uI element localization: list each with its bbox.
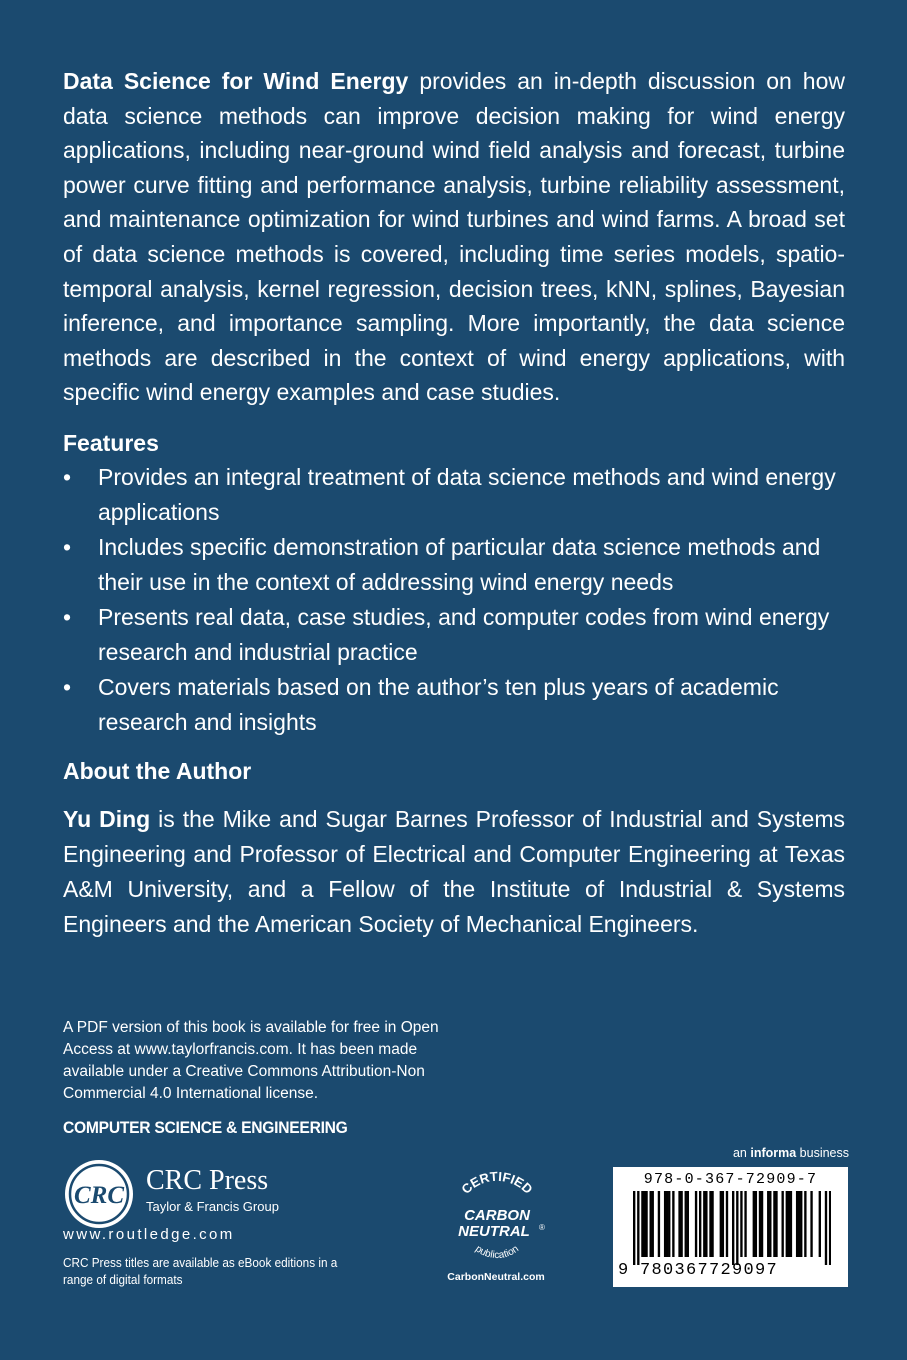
ean-first-digit: 9 — [618, 1261, 629, 1280]
publisher-website: www.routledge.com — [63, 1226, 235, 1243]
barcode-bar — [645, 1191, 647, 1257]
barcode-bar — [804, 1191, 806, 1257]
barcode-bar — [775, 1191, 777, 1257]
barcode-bar — [722, 1191, 724, 1257]
feature-text: Presents real data, case studies, and computer codes from wind energy research and industrial practice — [98, 604, 830, 665]
informa-prefix: an — [732, 1146, 751, 1160]
bullet-icon: • — [63, 674, 72, 700]
barcode-bar — [664, 1191, 666, 1257]
barcode-bar — [819, 1191, 821, 1257]
carbon-neutral-url: CarbonNeutral.com — [447, 1271, 545, 1283]
barcode-bar — [761, 1191, 763, 1257]
feature-text: Covers materials based on the author’s ten plus years of academic research and insights — [98, 674, 779, 735]
barcode-bar — [732, 1191, 734, 1265]
barcode-bar — [668, 1191, 670, 1257]
feature-text: Includes specific demonstration of particular data science methods and their use in the context of addressing wind energy needs — [98, 534, 821, 595]
publisher-name: CRC Press — [146, 1165, 269, 1196]
book-title: Data Science for Wind Energy — [63, 68, 409, 94]
publication-text: publication — [473, 1243, 521, 1262]
barcode-bar — [782, 1191, 784, 1257]
certified-text: CERTIFIED — [458, 1170, 536, 1197]
carbon-text: CARBON — [464, 1207, 530, 1224]
barcode-bar — [788, 1191, 790, 1257]
author-name: Yu Ding — [63, 806, 151, 832]
barcode-bar — [736, 1191, 738, 1265]
feature-item — [63, 670, 845, 740]
barcode-bar — [800, 1191, 802, 1257]
informa-business — [733, 1146, 849, 1160]
barcode-bar — [695, 1191, 697, 1257]
barcode-bar — [687, 1191, 689, 1257]
description-text: provides an in-depth discussion on how data science methods can improve decision making for wind energy applications, including near-ground wind field analysis and forecast, turbine power curve fitting and performance analysis, turbine reliability assessment, and maintenance optimization for wind turbines and wind farms. A broad set of data science methods is covered, including time series models, spatio-temporal analysis, kernel regression, decision trees, kNN, splines, Bayesian inference, and importance sampling. More importantly, the data science methods are described in the context of wind energy applications, with specific wind energy examples and case studies. — [63, 68, 845, 406]
barcode-bar — [650, 1191, 652, 1257]
barcode-bar — [643, 1191, 645, 1257]
crc-logo-icon — [63, 1158, 135, 1230]
barcode-bar — [672, 1191, 674, 1257]
neutral-text: NEUTRAL — [458, 1223, 530, 1240]
barcode-bar — [680, 1191, 682, 1257]
isbn-barcode — [613, 1167, 848, 1287]
barcode-bar — [769, 1191, 771, 1257]
barcode-bar — [744, 1191, 746, 1257]
crc-logo-text: CRC — [73, 1182, 125, 1209]
barcode-bar — [685, 1191, 687, 1257]
barcode-bar — [637, 1191, 639, 1265]
barcode-bar — [740, 1191, 742, 1257]
barcode-bar — [711, 1191, 713, 1257]
barcode-bar — [652, 1191, 654, 1257]
barcode-bar — [773, 1191, 775, 1257]
barcode-bar — [633, 1191, 635, 1265]
feature-item — [63, 460, 845, 530]
bullet-icon: • — [63, 604, 72, 630]
features-heading: Features — [63, 430, 159, 456]
ebook-note: CRC Press titles are available as eBook editions in a range of digital formats — [63, 1256, 338, 1287]
barcode-bar — [726, 1191, 728, 1257]
book-description — [63, 64, 845, 410]
about-author-heading: About the Author — [63, 758, 252, 784]
publisher-group: Taylor & Francis Group — [146, 1199, 279, 1214]
barcode-bars — [633, 1191, 831, 1265]
features-list — [63, 460, 845, 740]
bullet-icon: • — [63, 534, 72, 560]
isbn-number: 978-0-367-72909-7 — [643, 1171, 818, 1188]
barcode-bar — [720, 1191, 722, 1257]
ean-digits: 780367729097 — [640, 1261, 779, 1280]
barcode-bar — [666, 1191, 668, 1257]
feature-text: Provides an integral treatment of data science methods and wind energy applications — [98, 464, 836, 525]
barcode-bar — [810, 1191, 812, 1257]
feature-item — [63, 600, 845, 670]
informa-name: informa — [750, 1146, 797, 1160]
barcode-bar — [699, 1191, 701, 1257]
barcode-bar — [678, 1191, 680, 1257]
barcode-bar — [658, 1191, 660, 1257]
svg-text:publication — [473, 1244, 521, 1262]
registered-mark: ® — [539, 1223, 545, 1232]
barcode-bar — [790, 1191, 792, 1257]
feature-item — [63, 530, 845, 600]
barcode-bar — [796, 1191, 798, 1257]
bullet-icon: • — [63, 464, 72, 490]
barcode-bar — [829, 1191, 831, 1265]
barcode-bar — [703, 1191, 705, 1257]
barcode-bar — [641, 1191, 643, 1257]
barcode-bar — [705, 1191, 707, 1257]
barcode-bar — [767, 1191, 769, 1257]
barcode-bar — [755, 1191, 757, 1257]
svg-text:CERTIFIED — [458, 1170, 535, 1197]
author-bio — [63, 802, 845, 942]
informa-suffix: business — [796, 1146, 849, 1160]
barcode-bar — [786, 1191, 788, 1257]
barcode-bar — [709, 1191, 711, 1257]
open-access-note: A PDF version of this book is available for free in Open Access at www.taylorfrancis.com. It has been made available under a Creative Commons Attribution-Non Commercial 4.0 International license. — [63, 1019, 439, 1102]
barcode-bar — [825, 1191, 827, 1265]
author-bio-text: is the Mike and Sugar Barnes Professor of Industrial and Systems Engineering and Professor of Electrical and Computer Engineering at Texas A&M University, and a Fellow of the Institute of Industrial & Systems Engineers and the American Society of Mechanical Engineers. — [63, 806, 845, 937]
barcode-bar — [798, 1191, 800, 1257]
barcode-bar — [759, 1191, 761, 1257]
barcode-bar — [753, 1191, 755, 1257]
subject-category: COMPUTER SCIENCE & ENGINEERING — [63, 1118, 348, 1137]
